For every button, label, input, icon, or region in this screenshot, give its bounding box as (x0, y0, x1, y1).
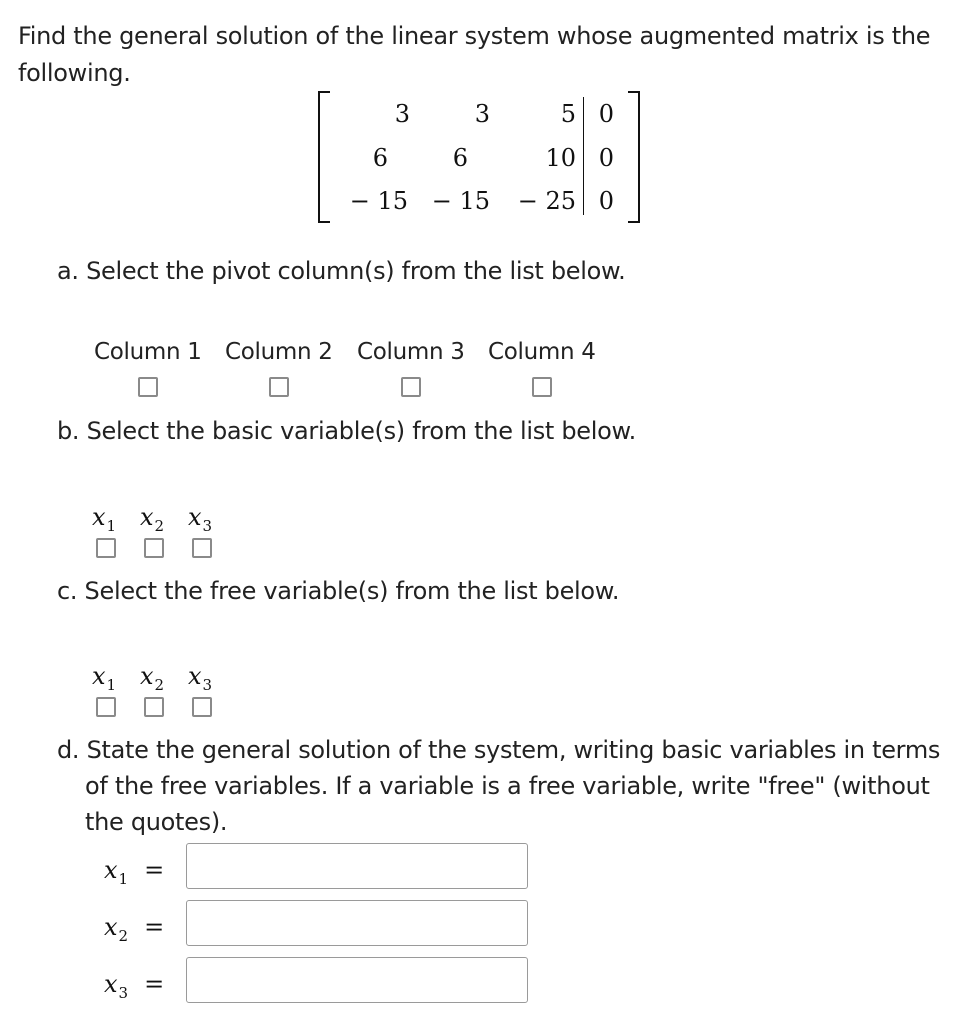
free-var-label-x2: $x_2$ (140, 662, 165, 694)
part-c-prompt: c. Select the free variable(s) from the list below. (57, 577, 620, 605)
augment-divider (583, 97, 584, 215)
pivot-column-3-checkbox[interactable] (401, 377, 421, 397)
pivot-option-label: Column 4 (488, 339, 596, 365)
matrix-cell: 10 (545, 144, 576, 172)
part-d-prompt-line1: d. State the general solution of the system, writing basic variables in terms (57, 736, 941, 764)
free-var-label-x1: $x_1$ (92, 662, 117, 694)
basic-var-x3-checkbox[interactable] (192, 538, 212, 558)
solution-x1-label: $x_1$ = (104, 856, 165, 888)
pivot-column-4-checkbox[interactable] (532, 377, 552, 397)
augmented-matrix (300, 85, 660, 230)
pivot-column-1-checkbox[interactable] (138, 377, 158, 397)
matrix-right-bracket (628, 91, 640, 223)
solution-x2-input[interactable] (186, 900, 528, 946)
free-var-x1-checkbox[interactable] (96, 697, 116, 717)
free-var-x2-checkbox[interactable] (144, 697, 164, 717)
matrix-cell: 3 (474, 100, 490, 128)
matrix-cell: 3 (394, 100, 410, 128)
basic-var-label-x1: $x_1$ (92, 503, 117, 535)
free-var-label-x3: $x_3$ (188, 662, 213, 694)
pivot-option-label: Column 1 (94, 339, 202, 365)
solution-x3-input[interactable] (186, 957, 528, 1003)
matrix-cell: 0 (598, 100, 614, 128)
pivot-column-2-checkbox[interactable] (269, 377, 289, 397)
basic-var-label-x2: $x_2$ (140, 503, 165, 535)
matrix-cell: − 15 (431, 187, 490, 215)
part-d-prompt-line3: the quotes). (85, 808, 228, 836)
question-intro-line1: Find the general solution of the linear system whose augmented matrix is the (18, 22, 931, 50)
part-a-prompt: a. Select the pivot column(s) from the list below. (57, 257, 626, 285)
matrix-cell: − 15 (349, 187, 408, 215)
matrix-cell: 6 (452, 144, 468, 172)
solution-x3-label: $x_3$ = (104, 970, 165, 1002)
solution-x1-input[interactable] (186, 843, 528, 889)
basic-var-label-x3: $x_3$ (188, 503, 213, 535)
part-b-prompt: b. Select the basic variable(s) from the list below. (57, 417, 636, 445)
part-d-prompt-line2: of the free variables. If a variable is a free variable, write "free" (without (85, 772, 930, 800)
question-intro-line2: following. (18, 59, 131, 87)
matrix-left-bracket (318, 91, 330, 223)
basic-var-x1-checkbox[interactable] (96, 538, 116, 558)
matrix-cell: 5 (560, 100, 576, 128)
solution-x2-label: $x_2$ = (104, 913, 165, 945)
matrix-cell: 6 (372, 144, 388, 172)
matrix-cell: 0 (598, 144, 614, 172)
pivot-option-label: Column 2 (225, 339, 333, 365)
matrix-cell: 0 (598, 187, 614, 215)
free-var-x3-checkbox[interactable] (192, 697, 212, 717)
matrix-cell: − 25 (517, 187, 576, 215)
pivot-option-label: Column 3 (357, 339, 465, 365)
basic-var-x2-checkbox[interactable] (144, 538, 164, 558)
